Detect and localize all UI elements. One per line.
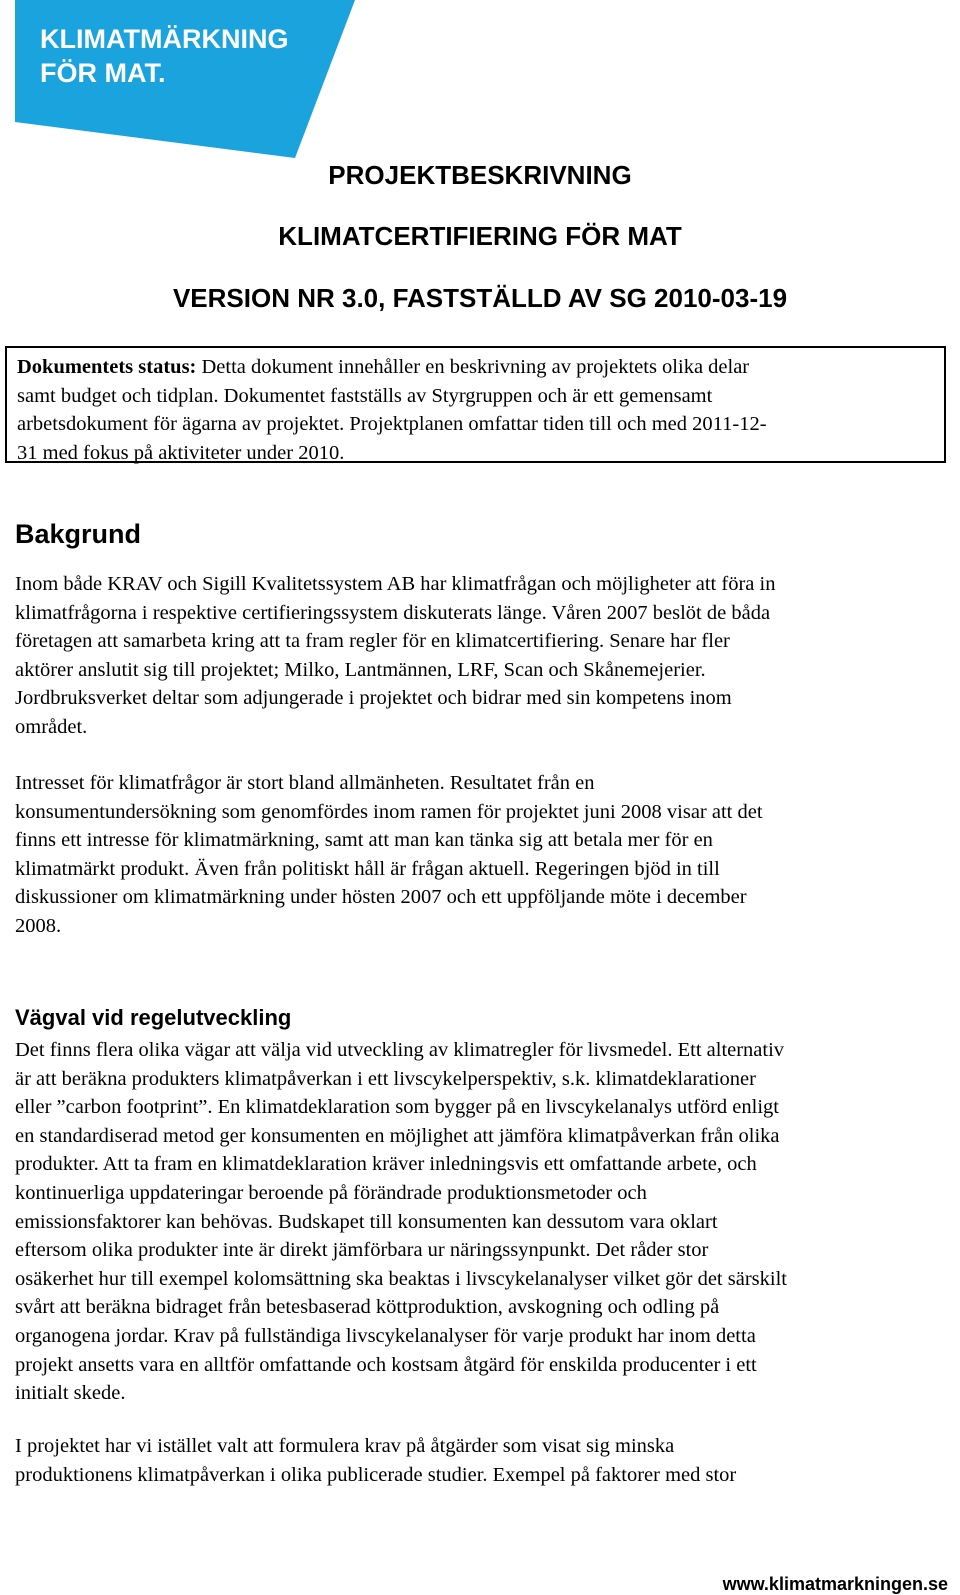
logo-graphic [15,0,360,158]
text-line: klimatmärkt produkt. Även från politiskt håll är frågan aktuell. Regeringen bjöd in till [15,857,720,880]
text-line: konsumentundersökning som genomfördes inom ramen för projektet juni 2008 visar att det [15,800,763,823]
document-subtitle: KLIMATCERTIFIERING FÖR MAT [278,221,682,251]
document-version: VERSION NR 3.0, FASTSTÄLLD AV SG 2010-03-19 [172,283,788,313]
text-line: företagen att samarbeta kring att ta fram regler för en klimatcertifiering. Senare har fler [15,630,730,653]
status-line [17,353,934,382]
text-line: initialt skede. [15,1382,126,1405]
text-line: Intresset för klimatfrågor är stort bland allmänheten. Resultatet från en [15,772,595,794]
text-line: osäkerhet hur till exempel kolomsättning ska beaktas i livscykelanalyser vilket gör det särskilt [15,1267,787,1290]
text-line: är att beräkna produkters klimatpåverkan i ett livscykelperspektiv, s.k. klimatdeklarationer [15,1067,756,1090]
status-line: arbetsdokument för ägarna av projektet. Projektplanen omfattar tiden till och med 2011-12- [17,413,767,436]
text-line: produkter. Att ta fram en klimatdeklaration kräver inledningsvis ett omfattande arbete, och [15,1153,757,1176]
status-text: Detta dokument innehåller en beskrivning av projektets olika delar [196,356,750,378]
text-line: klimatfrågorna i respektive certifieringssystem diskuterats länge. Våren 2007 beslöt de båda [15,601,771,624]
status-box [5,346,946,463]
text-line: Inom både KRAV och Sigill Kvalitetssystem AB har klimatfrågan och möjligheter att föra in [15,573,776,595]
paragraph-bakgrund-2 [15,769,950,941]
logo-line1: KLIMATMÄRKNING [40,24,289,54]
text-line: organogena jordar. Krav på fullständiga livscykelanalyser för varje produkt har inom detta [15,1324,756,1347]
text-line: Det finns flera olika vägar att välja vid utveckling av klimatregler för livsmedel. Ett alternativ [15,1039,785,1061]
text-line: I projektet har vi istället valt att formulera krav på åtgärder som visat sig minska [15,1435,675,1457]
text-line: emissionsfaktorer kan behövas. Budskapet till konsumenten kan dessutom vara oklart [15,1210,718,1233]
text-line: projekt ansetts vara en alltför omfattande och kostsam åtgärd för enskilda producenter i ett [15,1353,757,1376]
paragraph-vagval-2 [15,1432,950,1489]
status-label: Dokumentets status: [17,356,197,378]
logo-line2: FÖR MAT. [40,58,166,88]
text-line: eftersom olika produkter inte är direkt jämförbara ur näringssynpunkt. Det råder stor [15,1239,709,1262]
text-line: 2008. [15,914,62,937]
text-line: Jordbruksverket deltar som adjungerade i projektet och bidrar med sin kompetens inom [15,687,732,710]
text-line: svårt att beräkna bidraget från betesbaserad köttproduktion, avskogning och odling på [15,1296,720,1319]
text-line: diskussioner om klimatmärkning under hösten 2007 och ett uppföljande möte i december [15,886,747,909]
text-line: en standardiserad metod ger konsumenten en möjlighet att jämföra klimatpåverkan från olika [15,1124,780,1147]
document-title: PROJEKTBESKRIVNING [328,160,632,190]
paragraph-vagval-1 [15,1036,950,1408]
footer-url: www.klimatmarkningen.se [722,1574,948,1594]
text-line: finns ett intresse för klimatmärkning, samt att man kan tänka sig att betala mer för en [15,829,713,852]
text-line: produktionens klimatpåverkan i olika publicerade studier. Exempel på faktorer med stor [15,1463,737,1486]
logo [15,0,360,158]
text-line: kontinuerliga uppdateringar beroende på förändrade produktionsmetoder och [15,1181,647,1204]
text-line: området. [15,715,88,738]
status-line: samt budget och tidplan. Dokumentet fastställs av Styrgruppen och är ett gemensamt [17,384,713,407]
heading-vagval: Vägval vid regelutveckling [15,1005,292,1030]
heading-bakgrund: Bakgrund [15,519,142,549]
text-line: eller ”carbon footprint”. En klimatdeklaration som bygger på en livscykelanalys utförd enligt [15,1096,779,1119]
text-line: aktörer anslutit sig till projektet; Milko, Lantmännen, LRF, Scan och Skånemejerier. [15,658,706,681]
paragraph-bakgrund-1 [15,570,950,742]
status-line: 31 med fokus på aktiviteter under 2010. [17,441,345,464]
